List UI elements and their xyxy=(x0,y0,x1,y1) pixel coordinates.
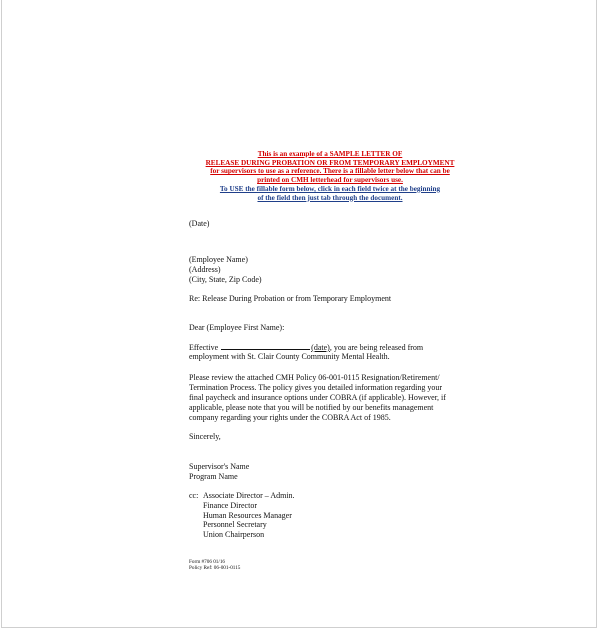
supervisor-name-field[interactable]: Supervisor's Name xyxy=(189,462,250,471)
cc-item: Human Resources Manager xyxy=(203,510,292,520)
effective-date-field[interactable]: (date) xyxy=(311,343,330,352)
salutation: Dear (Employee First Name): xyxy=(189,323,285,332)
paragraph-2-line-3: final paycheck and insurance options under COBRA (if applicable). However, if xyxy=(189,393,446,402)
paragraph-2-line-4: applicable, please note that you will be notified by our benefits management xyxy=(189,403,434,412)
form-number: Form #706 01/16 xyxy=(189,559,226,565)
notice-line-5: To USE the fillable form below, click in each field twice at the beginning xyxy=(219,184,441,193)
notice-line-4: printed on CMH letterhead for supervisors use. xyxy=(257,176,403,185)
cc-item: Associate Director – Admin. xyxy=(203,491,295,500)
notice-line-3: for supervisors to use as a reference. There is a fillable letter below that can be xyxy=(210,167,450,176)
closing: Sincerely, xyxy=(189,432,221,441)
policy-reference: Policy Ref: 06-001-0115 xyxy=(189,565,241,572)
effective-rest: , you are being released from xyxy=(329,343,424,352)
cc-label: cc: xyxy=(189,491,199,500)
cc-item: Finance Director xyxy=(203,500,257,510)
notice-line-1: This is an example of a SAMPLE LETTER OF xyxy=(257,150,403,158)
cc-list xyxy=(203,491,295,540)
effective-line-2: employment with St. Clair County Community Mental Health. xyxy=(189,352,390,361)
cc-item: Union Chairperson xyxy=(203,530,265,540)
program-name-field[interactable]: Program Name xyxy=(189,472,238,481)
notice-line-2: RELEASE DURING PROBATION OR FROM TEMPORARY EMPLOYMENT xyxy=(205,158,455,167)
paragraph-2-line-1: Please review the attached CMH Policy 06-001-0115 Resignation/Retirement/ xyxy=(189,373,440,382)
employee-name-field[interactable]: (Employee Name) xyxy=(189,255,248,264)
re-line: Re: Release During Probation or from Temporary Employment xyxy=(189,294,392,303)
sample-letter-notice xyxy=(150,150,510,202)
city-state-zip-field[interactable]: (City, State, Zip Code) xyxy=(189,275,262,284)
paragraph-2-line-5: company regarding your rights under the COBRA Act of 1985. xyxy=(189,413,391,422)
date-field[interactable]: (Date) xyxy=(189,219,210,228)
cc-item: Personnel Secretary xyxy=(203,520,267,530)
address-field[interactable]: (Address) xyxy=(189,265,221,274)
paragraph-2-line-2: Termination Process. The policy gives you detailed information regarding your xyxy=(189,383,443,392)
form-footer xyxy=(189,559,240,572)
effective-date-blank[interactable] xyxy=(221,342,310,350)
document-page xyxy=(1,0,597,628)
effective-label: Effective xyxy=(189,343,219,352)
notice-line-6: of the field then just tab through the document. xyxy=(257,193,403,202)
